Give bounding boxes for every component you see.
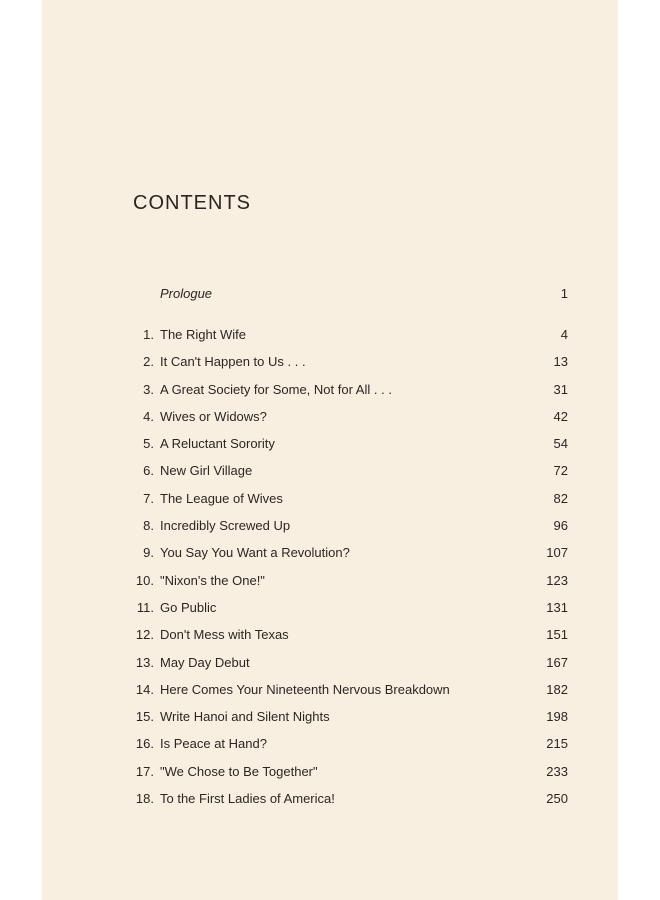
chapter-title: You Say You Want a Revolution? (160, 545, 350, 561)
chapter-page-number: 167 (546, 654, 568, 670)
chapter-title: A Reluctant Sorority (160, 436, 275, 452)
contents-heading: CONTENTS (133, 192, 251, 214)
chapter-title: Go Public (160, 599, 217, 615)
chapter-number: 13. (135, 654, 154, 670)
chapter-number: 6. (143, 463, 154, 479)
chapter-entry (124, 625, 568, 652)
chapter-number: 10. (135, 572, 154, 588)
chapter-page-number: 215 (546, 736, 568, 752)
chapter-number: 16. (135, 736, 154, 752)
chapter-page-number: 151 (546, 627, 568, 643)
chapter-entry (124, 598, 568, 625)
chapter-page-number: 131 (546, 599, 568, 615)
chapter-page-number: 42 (553, 408, 568, 424)
chapter-entry (124, 380, 568, 407)
entry-title: Prologue (160, 286, 213, 301)
chapter-title: Wives or Widows? (160, 408, 267, 424)
chapter-entry (124, 707, 568, 734)
book-page (42, 0, 618, 900)
chapter-entry (124, 516, 568, 543)
chapter-entry (124, 680, 568, 707)
chapter-entry (124, 489, 568, 516)
chapter-page-number: 4 (560, 327, 568, 342)
chapter-entry (124, 434, 568, 461)
chapter-title: The League of Wives (160, 490, 283, 506)
chapter-number: 5. (143, 436, 154, 452)
chapter-title: May Day Debut (160, 654, 250, 670)
chapter-title: Is Peace at Hand? (160, 736, 267, 752)
chapter-entry (124, 653, 568, 680)
chapter-number: 1. (143, 327, 154, 342)
chapter-number: 2. (143, 354, 154, 370)
chapter-number: 11. (136, 599, 154, 615)
chapter-title: Don't Mess with Texas (160, 627, 289, 643)
chapter-title: Write Hanoi and Silent Nights (160, 709, 330, 725)
chapter-number: 17. (135, 763, 154, 779)
chapter-title: Incredibly Screwed Up (160, 518, 291, 534)
chapter-entry (124, 325, 568, 352)
chapter-number: 15. (135, 709, 154, 725)
chapter-page-number: 250 (546, 791, 568, 807)
chapter-entry (124, 762, 568, 789)
chapter-page-number: 54 (553, 436, 568, 452)
chapter-number: 3. (143, 381, 154, 397)
chapter-title: "We Chose to Be Together" (160, 763, 318, 779)
chapter-page-number: 72 (553, 463, 568, 479)
chapter-page-number: 198 (546, 709, 568, 725)
prologue-entry (160, 286, 568, 306)
chapter-title: It Can't Happen to Us . . . (160, 354, 306, 370)
chapter-number: 7. (143, 490, 154, 506)
chapter-number: 18. (135, 791, 154, 807)
chapter-title: Here Comes Your Nineteenth Nervous Breakdown (160, 681, 450, 697)
chapter-entry (124, 352, 568, 379)
entry-page-number: 1 (560, 286, 568, 301)
chapter-entry (124, 461, 568, 488)
chapter-page-number: 107 (546, 545, 568, 561)
chapter-entry (124, 543, 568, 570)
chapter-page-number: 123 (546, 572, 568, 588)
chapter-number: 12. (135, 627, 154, 643)
chapter-number: 9. (143, 545, 154, 561)
chapter-title: "Nixon's the One!" (160, 572, 265, 588)
chapter-page-number: 31 (553, 381, 568, 397)
chapter-title: A Great Society for Some, Not for All . . . (160, 381, 392, 397)
chapter-page-number: 96 (553, 518, 568, 534)
chapter-title: New Girl Village (160, 463, 253, 479)
chapter-entry (124, 407, 568, 434)
chapter-entry (124, 571, 568, 598)
chapter-number: 8. (143, 518, 154, 534)
chapter-page-number: 182 (546, 681, 568, 697)
chapter-entry (124, 734, 568, 761)
chapter-number: 14. (135, 681, 154, 697)
chapter-title: The Right Wife (160, 327, 246, 342)
chapter-title: To the First Ladies of America! (160, 791, 335, 807)
chapter-page-number: 13 (553, 354, 568, 370)
chapter-entry (124, 789, 568, 816)
chapter-list (124, 325, 568, 816)
chapter-number: 4. (143, 408, 154, 424)
chapter-page-number: 82 (553, 490, 568, 506)
chapter-page-number: 233 (546, 763, 568, 779)
